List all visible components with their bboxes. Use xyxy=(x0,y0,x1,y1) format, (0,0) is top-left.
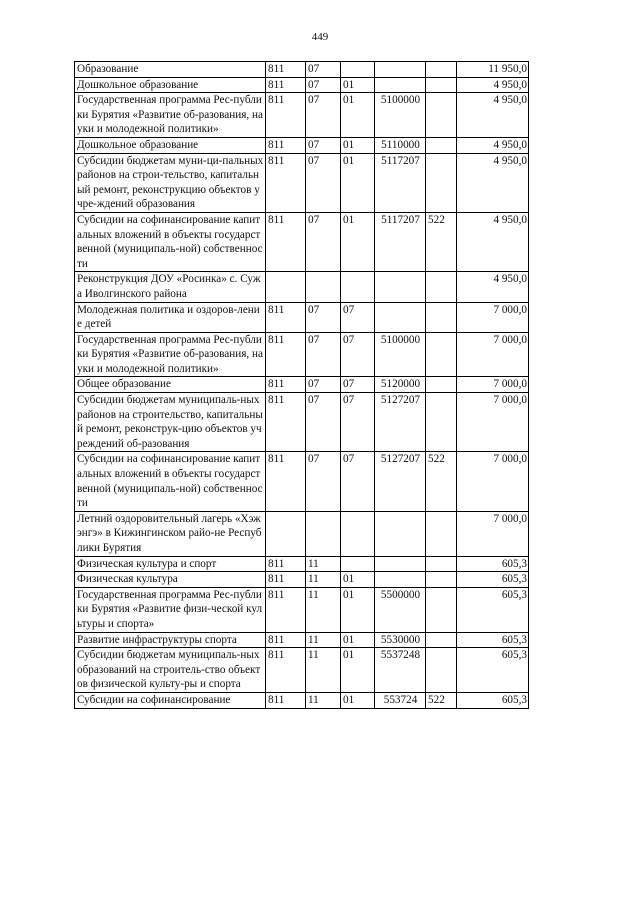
row-department-code-cell: 811 xyxy=(266,212,306,271)
table-row xyxy=(75,632,529,648)
table-row xyxy=(75,692,529,708)
row-expense-type-code-cell xyxy=(426,302,457,332)
row-subsection-code-cell xyxy=(341,511,375,556)
row-department-code-cell: 811 xyxy=(266,632,306,648)
row-amount-cell: 605,3 xyxy=(457,587,529,632)
budget-table xyxy=(74,61,529,709)
row-section-code-cell: 11 xyxy=(306,648,341,693)
row-expense-type-code-cell xyxy=(426,77,457,93)
table-row xyxy=(75,93,529,138)
row-department-code-cell: 811 xyxy=(266,452,306,511)
row-subsection-code-cell: 07 xyxy=(341,332,375,377)
row-section-code-cell: 11 xyxy=(306,556,341,572)
row-expense-type-code-cell xyxy=(426,587,457,632)
row-subsection-code-cell: 07 xyxy=(341,393,375,452)
row-department-code-cell: 811 xyxy=(266,377,306,393)
row-subsection-code-cell: 07 xyxy=(341,377,375,393)
table-row xyxy=(75,511,529,556)
row-amount-cell: 4 950,0 xyxy=(457,212,529,271)
row-amount-cell: 4 950,0 xyxy=(457,137,529,153)
row-section-code-cell: 11 xyxy=(306,572,341,588)
page-number: 449 xyxy=(311,31,329,43)
row-department-code-cell: 811 xyxy=(266,332,306,377)
row-subsection-code-cell: 07 xyxy=(341,302,375,332)
row-name-cell: Реконструкция ДОУ «Росинка» с. Сужа Иволгинского района xyxy=(75,272,266,302)
table-row xyxy=(75,332,529,377)
row-name-cell: Молодежная политика и оздоров-ление детей xyxy=(75,302,266,332)
budget-table-body xyxy=(75,62,529,709)
row-name-cell: Государственная программа Рес-публики Бурятия «Развитие об-разования, науки и молодежной политики» xyxy=(75,93,266,138)
row-department-code-cell: 811 xyxy=(266,393,306,452)
row-department-code-cell xyxy=(266,272,306,302)
row-target-article-code-cell: 5100000 xyxy=(375,93,426,138)
row-target-article-code-cell: 5530000 xyxy=(375,632,426,648)
row-amount-cell: 605,3 xyxy=(457,648,529,693)
row-section-code-cell: 11 xyxy=(306,692,341,708)
row-section-code-cell: 07 xyxy=(306,62,341,78)
row-amount-cell: 7 000,0 xyxy=(457,302,529,332)
row-amount-cell: 7 000,0 xyxy=(457,511,529,556)
table-row xyxy=(75,302,529,332)
row-section-code-cell xyxy=(306,272,341,302)
row-subsection-code-cell: 01 xyxy=(341,692,375,708)
row-department-code-cell: 811 xyxy=(266,137,306,153)
table-row xyxy=(75,648,529,693)
row-department-code-cell: 811 xyxy=(266,153,306,212)
row-name-cell: Субсидии бюджетам муни-ци-пальных районов на строи-тельство, капитальный ремонт, реконструкцию объектов учре-ждений образования xyxy=(75,153,266,212)
row-expense-type-code-cell: 522 xyxy=(426,212,457,271)
row-subsection-code-cell xyxy=(341,62,375,78)
row-section-code-cell: 07 xyxy=(306,377,341,393)
row-name-cell: Дошкольное образование xyxy=(75,137,266,153)
table-row xyxy=(75,212,529,271)
row-expense-type-code-cell xyxy=(426,632,457,648)
row-amount-cell: 4 950,0 xyxy=(457,93,529,138)
row-subsection-code-cell xyxy=(341,272,375,302)
row-expense-type-code-cell xyxy=(426,648,457,693)
row-expense-type-code-cell xyxy=(426,272,457,302)
row-target-article-code-cell: 553724 xyxy=(375,692,426,708)
row-name-cell: Субсидии на софинансирование капитальных вложений в объекты государственной (муниципаль-ной) собственности xyxy=(75,212,266,271)
row-name-cell: Государственная программа Рес-публики Бурятия «Развитие физи-ческой культуры и спорта» xyxy=(75,587,266,632)
row-name-cell: Физическая культура xyxy=(75,572,266,588)
row-target-article-code-cell: 5127207 xyxy=(375,393,426,452)
row-expense-type-code-cell xyxy=(426,62,457,78)
table-row xyxy=(75,572,529,588)
row-amount-cell: 605,3 xyxy=(457,632,529,648)
row-section-code-cell: 07 xyxy=(306,93,341,138)
row-subsection-code-cell: 01 xyxy=(341,572,375,588)
row-target-article-code-cell: 5500000 xyxy=(375,587,426,632)
row-subsection-code-cell: 01 xyxy=(341,137,375,153)
row-name-cell: Развитие инфраструктуры спорта xyxy=(75,632,266,648)
row-subsection-code-cell: 01 xyxy=(341,77,375,93)
row-expense-type-code-cell xyxy=(426,93,457,138)
row-expense-type-code-cell xyxy=(426,556,457,572)
row-section-code-cell: 07 xyxy=(306,452,341,511)
row-name-cell: Субсидии бюджетам муниципаль-ных образований на строитель-ство объектов физической культу-ры и спорта xyxy=(75,648,266,693)
row-department-code-cell: 811 xyxy=(266,587,306,632)
row-amount-cell: 605,3 xyxy=(457,692,529,708)
row-section-code-cell: 07 xyxy=(306,212,341,271)
row-amount-cell: 4 950,0 xyxy=(457,153,529,212)
table-row xyxy=(75,452,529,511)
row-target-article-code-cell: 5100000 xyxy=(375,332,426,377)
row-expense-type-code-cell xyxy=(426,511,457,556)
row-subsection-code-cell: 01 xyxy=(341,212,375,271)
row-department-code-cell: 811 xyxy=(266,93,306,138)
row-subsection-code-cell: 01 xyxy=(341,648,375,693)
row-amount-cell: 4 950,0 xyxy=(457,77,529,93)
table-row xyxy=(75,272,529,302)
row-name-cell: Субсидии на софинансирование xyxy=(75,692,266,708)
row-department-code-cell: 811 xyxy=(266,556,306,572)
row-name-cell: Общее образование xyxy=(75,377,266,393)
row-name-cell: Дошкольное образование xyxy=(75,77,266,93)
row-section-code-cell: 07 xyxy=(306,153,341,212)
row-section-code-cell xyxy=(306,511,341,556)
row-amount-cell: 11 950,0 xyxy=(457,62,529,78)
table-row xyxy=(75,587,529,632)
row-target-article-code-cell xyxy=(375,77,426,93)
row-department-code-cell: 811 xyxy=(266,302,306,332)
row-department-code-cell: 811 xyxy=(266,62,306,78)
row-amount-cell: 605,3 xyxy=(457,572,529,588)
table-row xyxy=(75,393,529,452)
row-expense-type-code-cell xyxy=(426,332,457,377)
row-target-article-code-cell xyxy=(375,272,426,302)
table-row xyxy=(75,62,529,78)
row-target-article-code-cell xyxy=(375,556,426,572)
row-section-code-cell: 07 xyxy=(306,137,341,153)
row-amount-cell: 7 000,0 xyxy=(457,393,529,452)
row-name-cell: Субсидии бюджетам муниципаль-ных районов на строительство, капитальный ремонт, реконструк-цию объектов учреждений об-разования xyxy=(75,393,266,452)
row-department-code-cell: 811 xyxy=(266,572,306,588)
row-target-article-code-cell: 5110000 xyxy=(375,137,426,153)
row-target-article-code-cell xyxy=(375,62,426,78)
row-expense-type-code-cell: 522 xyxy=(426,692,457,708)
row-department-code-cell xyxy=(266,511,306,556)
table-row xyxy=(75,377,529,393)
row-section-code-cell: 11 xyxy=(306,632,341,648)
row-target-article-code-cell xyxy=(375,572,426,588)
row-subsection-code-cell: 07 xyxy=(341,452,375,511)
row-target-article-code-cell xyxy=(375,511,426,556)
row-amount-cell: 7 000,0 xyxy=(457,452,529,511)
row-section-code-cell: 07 xyxy=(306,393,341,452)
row-name-cell: Образование xyxy=(75,62,266,78)
row-subsection-code-cell: 01 xyxy=(341,153,375,212)
row-department-code-cell: 811 xyxy=(266,648,306,693)
row-amount-cell: 7 000,0 xyxy=(457,377,529,393)
row-subsection-code-cell xyxy=(341,556,375,572)
row-section-code-cell: 07 xyxy=(306,77,341,93)
row-subsection-code-cell: 01 xyxy=(341,93,375,138)
row-name-cell: Государственная программа Рес-публики Бурятия «Развитие об-разования, науки и молодежной политики» xyxy=(75,332,266,377)
table-row xyxy=(75,77,529,93)
row-expense-type-code-cell: 522 xyxy=(426,452,457,511)
row-expense-type-code-cell xyxy=(426,393,457,452)
row-name-cell: Физическая культура и спорт xyxy=(75,556,266,572)
row-expense-type-code-cell xyxy=(426,572,457,588)
row-name-cell: Летний оздоровительный лагерь «Хэжэнгэ» в Кижингинском райо-не Республики Бурятия xyxy=(75,511,266,556)
row-amount-cell: 605,3 xyxy=(457,556,529,572)
row-target-article-code-cell: 5117207 xyxy=(375,153,426,212)
row-target-article-code-cell xyxy=(375,302,426,332)
row-subsection-code-cell: 01 xyxy=(341,587,375,632)
table-row xyxy=(75,153,529,212)
row-section-code-cell: 07 xyxy=(306,302,341,332)
row-target-article-code-cell: 5117207 xyxy=(375,212,426,271)
row-target-article-code-cell: 5127207 xyxy=(375,452,426,511)
row-expense-type-code-cell xyxy=(426,377,457,393)
row-expense-type-code-cell xyxy=(426,153,457,212)
row-amount-cell: 4 950,0 xyxy=(457,272,529,302)
row-expense-type-code-cell xyxy=(426,137,457,153)
row-amount-cell: 7 000,0 xyxy=(457,332,529,377)
row-target-article-code-cell: 5537248 xyxy=(375,648,426,693)
row-section-code-cell: 11 xyxy=(306,587,341,632)
table-row xyxy=(75,137,529,153)
row-subsection-code-cell: 01 xyxy=(341,632,375,648)
row-department-code-cell: 811 xyxy=(266,692,306,708)
row-section-code-cell: 07 xyxy=(306,332,341,377)
row-target-article-code-cell: 5120000 xyxy=(375,377,426,393)
row-department-code-cell: 811 xyxy=(266,77,306,93)
row-name-cell: Субсидии на софинансирование капитальных вложений в объекты государственной (муниципаль-ной) собственности xyxy=(75,452,266,511)
table-row xyxy=(75,556,529,572)
